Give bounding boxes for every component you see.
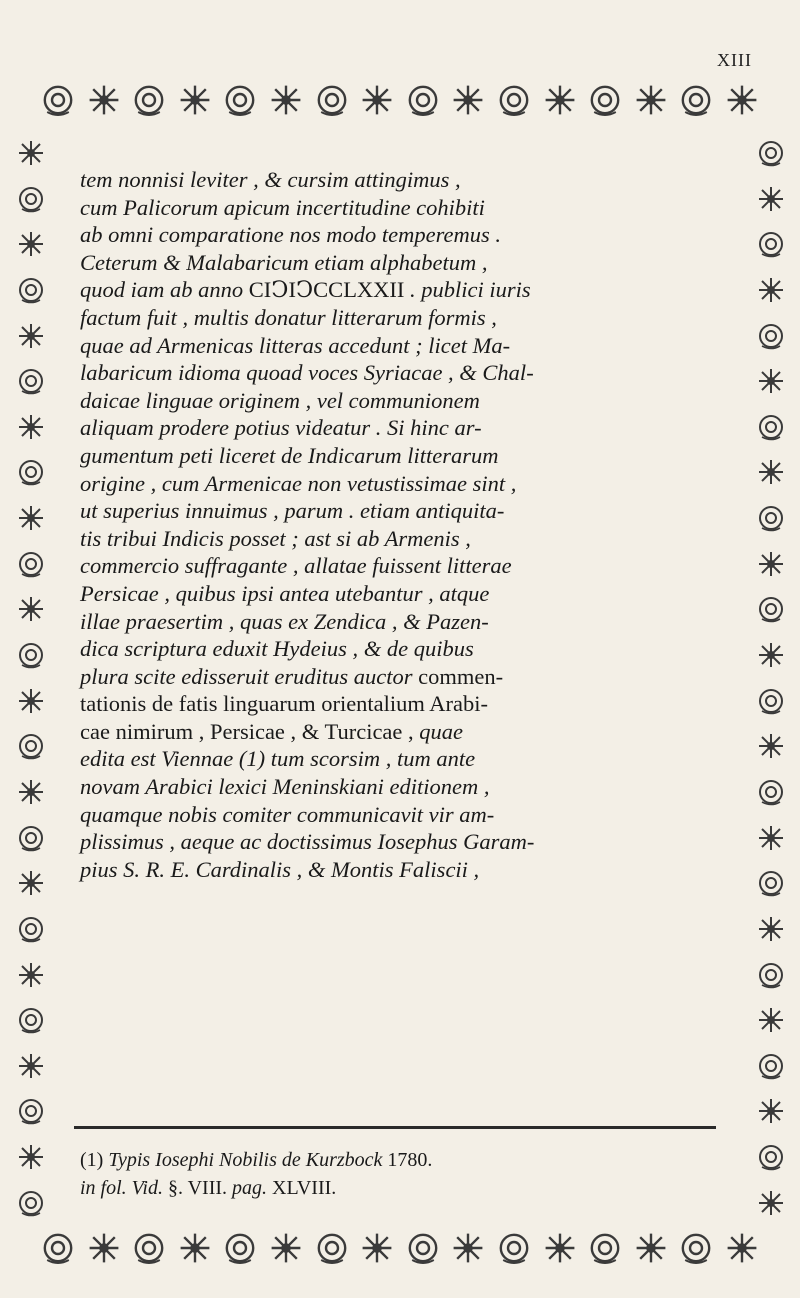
fleuron-ornament-icon — [86, 1230, 122, 1266]
text-line: illae praesertim , quas ex Zendica , & Pazen- — [80, 608, 489, 634]
fleuron-ornament-icon — [359, 82, 395, 118]
fleuron-ornament-icon — [756, 594, 786, 624]
text-line: dica scriptura eduxit Hydeius , & de quibus — [80, 636, 474, 662]
fleuron-ornament-icon — [131, 1230, 167, 1266]
fleuron-ornament-icon — [724, 82, 760, 118]
fleuron-ornament-icon — [756, 640, 786, 670]
fleuron-ornament-icon — [756, 229, 786, 259]
text-line: ut superius innuimus , parum . etiam antiquita- — [80, 498, 505, 524]
fleuron-ornament-icon — [756, 914, 786, 944]
fleuron-ornament-icon — [756, 731, 786, 761]
fleuron-ornament-icon — [542, 82, 578, 118]
fleuron-ornament-icon — [542, 1230, 578, 1266]
fleuron-ornament-icon — [496, 1230, 532, 1266]
fleuron-ornament-icon — [756, 321, 786, 351]
fleuron-ornament-icon — [756, 503, 786, 533]
text-line — [80, 276, 728, 304]
fleuron-ornament-icon — [177, 82, 213, 118]
fleuron-ornament-icon — [756, 1096, 786, 1126]
right-ornament-border — [752, 138, 790, 1218]
fleuron-ornament-icon — [678, 82, 714, 118]
fleuron-ornament-icon — [756, 412, 786, 442]
fleuron-ornament-icon — [16, 914, 46, 944]
fleuron-ornament-icon — [222, 82, 258, 118]
fleuron-ornament-icon — [756, 138, 786, 168]
fleuron-ornament-icon — [756, 457, 786, 487]
fleuron-ornament-icon — [16, 457, 46, 487]
footnote-text: in fol. Vid. — [80, 1177, 163, 1199]
text-line: daicae linguae originem , vel communionem — [80, 387, 480, 413]
fleuron-ornament-icon — [16, 731, 46, 761]
fleuron-ornament-icon — [678, 1230, 714, 1266]
text-line: plissimus , aeque ac doctissimus Iosephus Garam- — [80, 829, 535, 855]
fleuron-ornament-icon — [222, 1230, 258, 1266]
fleuron-ornament-icon — [268, 1230, 304, 1266]
footnote — [80, 1146, 720, 1202]
fleuron-ornament-icon — [16, 412, 46, 442]
text-line-part: quae — [419, 718, 464, 744]
text-line: tis tribui Indicis posset ; ast si ab Armenis , — [80, 525, 471, 551]
fleuron-ornament-icon — [756, 275, 786, 305]
fleuron-ornament-icon — [86, 82, 122, 118]
fleuron-ornament-icon — [16, 275, 46, 305]
fleuron-ornament-icon — [756, 777, 786, 807]
left-ornament-border — [12, 138, 50, 1218]
text-line — [80, 663, 728, 691]
footnote-text: pag. — [232, 1177, 268, 1199]
fleuron-ornament-icon — [16, 594, 46, 624]
fleuron-ornament-icon — [16, 823, 46, 853]
text-line: gumentum peti liceret de Indicarum litterarum — [80, 442, 499, 468]
text-line-part: cae nimirum , Persicae , & Turcicae , — [80, 718, 414, 744]
text-line: Persicae , quibus ipsi antea utebantur , atque — [80, 580, 490, 606]
fleuron-ornament-icon — [16, 1142, 46, 1172]
text-line: factum fuit , multis donatur litterarum formis , — [80, 304, 497, 330]
fleuron-ornament-icon — [16, 229, 46, 259]
text-line-part: . publici iuris — [410, 277, 531, 303]
fleuron-ornament-icon — [16, 1188, 46, 1218]
fleuron-ornament-icon — [16, 184, 46, 214]
fleuron-ornament-icon — [16, 1051, 46, 1081]
fleuron-ornament-icon — [16, 777, 46, 807]
fleuron-ornament-icon — [16, 640, 46, 670]
text-line-part: quod iam ab anno — [80, 277, 244, 303]
fleuron-ornament-icon — [450, 1230, 486, 1266]
fleuron-ornament-icon — [16, 549, 46, 579]
fleuron-ornament-icon — [16, 138, 46, 168]
text-line: aliquam prodere potius videatur . Si hinc ar- — [80, 415, 482, 441]
text-line-part: plura scite edisseruit eruditus auctor — [80, 663, 413, 689]
fleuron-ornament-icon — [756, 184, 786, 214]
fleuron-ornament-icon — [633, 82, 669, 118]
fleuron-ornament-icon — [314, 82, 350, 118]
fleuron-ornament-icon — [756, 366, 786, 396]
text-line: Ceterum & Malabaricum etiam alphabetum , — [80, 249, 488, 275]
fleuron-ornament-icon — [405, 82, 441, 118]
footnote-line — [80, 1146, 720, 1174]
fleuron-ornament-icon — [16, 868, 46, 898]
text-line: edita est Viennae (1) tum scorsim , tum ante — [80, 746, 476, 772]
fleuron-ornament-icon — [756, 1142, 786, 1172]
fleuron-ornament-icon — [756, 549, 786, 579]
footnote-line — [80, 1174, 720, 1202]
page-number: XIII — [717, 50, 752, 70]
fleuron-ornament-icon — [756, 1188, 786, 1218]
bottom-ornament-border — [40, 1228, 760, 1268]
fleuron-ornament-icon — [40, 1230, 76, 1266]
fleuron-ornament-icon — [756, 868, 786, 898]
text-line: tationis de fatis linguarum orientalium Arabi- — [80, 691, 489, 717]
fleuron-ornament-icon — [16, 686, 46, 716]
fleuron-ornament-icon — [16, 1096, 46, 1126]
text-line: origine , cum Armenicae non vetustissimae sint , — [80, 470, 517, 496]
text-line-part: commen- — [418, 663, 504, 689]
text-line — [80, 718, 728, 746]
fleuron-ornament-icon — [496, 82, 532, 118]
footnote-marker: (1) — [80, 1149, 104, 1171]
fleuron-ornament-icon — [756, 686, 786, 716]
fleuron-ornament-icon — [633, 1230, 669, 1266]
footnote-ref: XLVIII. — [272, 1177, 337, 1199]
text-line: quamque nobis comiter communicavit vir am- — [80, 801, 495, 827]
text-line: labaricum idioma quoad voces Syriacae , & Chal- — [80, 360, 534, 386]
fleuron-ornament-icon — [587, 82, 623, 118]
fleuron-ornament-icon — [16, 960, 46, 990]
text-line: commercio suffragante , allatae fuissent litterae — [80, 553, 512, 579]
roman-year: CIↃIↃCCLXXII — [248, 277, 405, 303]
fleuron-ornament-icon — [268, 82, 304, 118]
text-line: pius S. R. E. Cardinalis , & Montis Faliscii , — [80, 856, 480, 882]
fleuron-ornament-icon — [16, 1005, 46, 1035]
fleuron-ornament-icon — [40, 82, 76, 118]
text-line: cum Palicorum apicum incertitudine cohibiti — [80, 194, 485, 220]
fleuron-ornament-icon — [587, 1230, 623, 1266]
body-text — [80, 166, 728, 883]
fleuron-ornament-icon — [756, 960, 786, 990]
fleuron-ornament-icon — [450, 82, 486, 118]
fleuron-ornament-icon — [724, 1230, 760, 1266]
fleuron-ornament-icon — [756, 1051, 786, 1081]
fleuron-ornament-icon — [16, 503, 46, 533]
text-line: ab omni comparatione nos modo temperemus . — [80, 222, 501, 248]
fleuron-ornament-icon — [314, 1230, 350, 1266]
text-line: quae ad Armenicas litteras accedunt ; licet Ma- — [80, 332, 511, 358]
top-ornament-border — [40, 80, 760, 120]
text-line: novam Arabici lexici Meninskiani editionem , — [80, 774, 490, 800]
fleuron-ornament-icon — [756, 1005, 786, 1035]
fleuron-ornament-icon — [16, 321, 46, 351]
fleuron-ornament-icon — [359, 1230, 395, 1266]
fleuron-ornament-icon — [131, 82, 167, 118]
fleuron-ornament-icon — [405, 1230, 441, 1266]
text-line: tem nonnisi leviter , & cursim attingimus , — [80, 167, 461, 192]
footnote-year: 1780. — [387, 1149, 433, 1171]
footnote-text: Typis Iosephi Nobilis de Kurzbock — [108, 1149, 383, 1171]
footnote-divider — [74, 1126, 716, 1129]
footnote-ref: §. VIII. — [167, 1177, 228, 1199]
fleuron-ornament-icon — [16, 366, 46, 396]
fleuron-ornament-icon — [756, 823, 786, 853]
fleuron-ornament-icon — [177, 1230, 213, 1266]
